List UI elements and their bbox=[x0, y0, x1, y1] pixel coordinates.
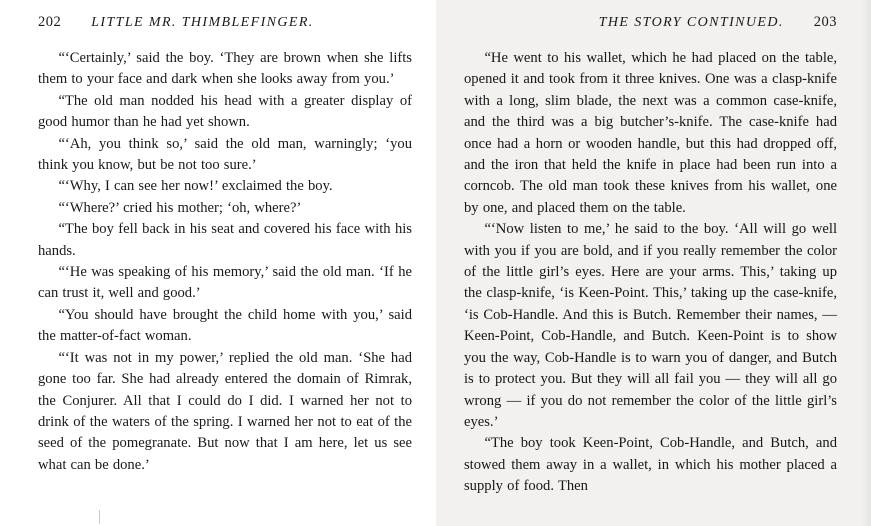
paragraph: “‘Why, I can see her now!’ exclaimed the boy. bbox=[58, 178, 333, 195]
paragraph: “‘Ah, you think so,’ said the old man, warningly; ‘you think you know, but be not too sure.’ bbox=[38, 135, 412, 174]
paragraph: “‘It was not in my power,’ replied the old man. ‘She had gone too far. She had already entered the domain of Rimrak, the Conjurer. All that I could do I did. I warned her not to drink of the waters of the spring. I warned her not to eat of the seed of the pomegranate. But now that I am here, let us see what can be done.’ bbox=[38, 349, 412, 473]
left-header-title: LITTLE MR. THIMBLEFINGER. bbox=[91, 15, 314, 30]
page-edge-mark bbox=[99, 510, 100, 524]
paragraph: “The boy took Keen-Point, Cob-Handle, and Butch, and stowed them away in a wallet, in which his mother placed a supply of food. Then bbox=[464, 435, 837, 495]
paragraph: “‘Certainly,’ said the boy. ‘They are brown when she lifts them to your face and dark when she looks away from you.’ bbox=[38, 50, 412, 88]
right-header-title: THE STORY CONTINUED. bbox=[598, 15, 784, 30]
paragraph: “‘Now listen to me,’ he said to the boy. ‘All will go well with you if you are bold, and if you really remember the color of the little girl’s eyes. Here are your arms. This,’ taking up the clasp-knife, ‘is Keen-Point. This,’ taking up the case-knife, ‘is Cob-Handle. And this is Butch. Remember their names, — Keen-Point, Cob-Handle, and Butch. Keen-Point is to show you the way, Cob-Handle is to warn you of danger, and Butch is to protect you. But they will all fail you — they will all go wrong — if you do not remember the color of the little girl’s eyes.’ bbox=[464, 221, 837, 430]
paragraph: “He went to his wallet, which he had placed on the table, opened it and took from it three knives. One was a clasp-knife with a long, slim blade, the next was a common case-knife, and the third was a big butcher’s-knife. The case-knife had once had a horn or wooden handle, but this had dropped off, and the iron that held the knife in place had been run into a corncob. The old man took these knives from his wallet, one by one, and placed them on the table. bbox=[464, 50, 837, 216]
paragraph: “You should have brought the child home with you,’ said the matter-of-fact woman. bbox=[38, 306, 412, 345]
paragraph: “The old man nodded his head with a greater display of good humor than he had yet shown. bbox=[38, 92, 412, 131]
right-page bbox=[436, 0, 871, 526]
paragraph: “‘Where?’ cried his mother; ‘oh, where?’ bbox=[58, 199, 302, 216]
right-page-text bbox=[464, 48, 837, 498]
left-page-text bbox=[38, 48, 412, 476]
right-page-number: 203 bbox=[813, 14, 837, 30]
paragraph: “The boy fell back in his seat and covered his face with his hands. bbox=[38, 221, 412, 259]
left-page-number: 202 bbox=[38, 14, 62, 30]
paragraph: “‘He was speaking of his memory,’ said the old man. ‘If he can trust it, well and good.’ bbox=[38, 264, 412, 302]
left-running-head bbox=[38, 14, 412, 36]
right-running-head bbox=[464, 14, 837, 36]
page-edge-shadow bbox=[861, 0, 871, 526]
